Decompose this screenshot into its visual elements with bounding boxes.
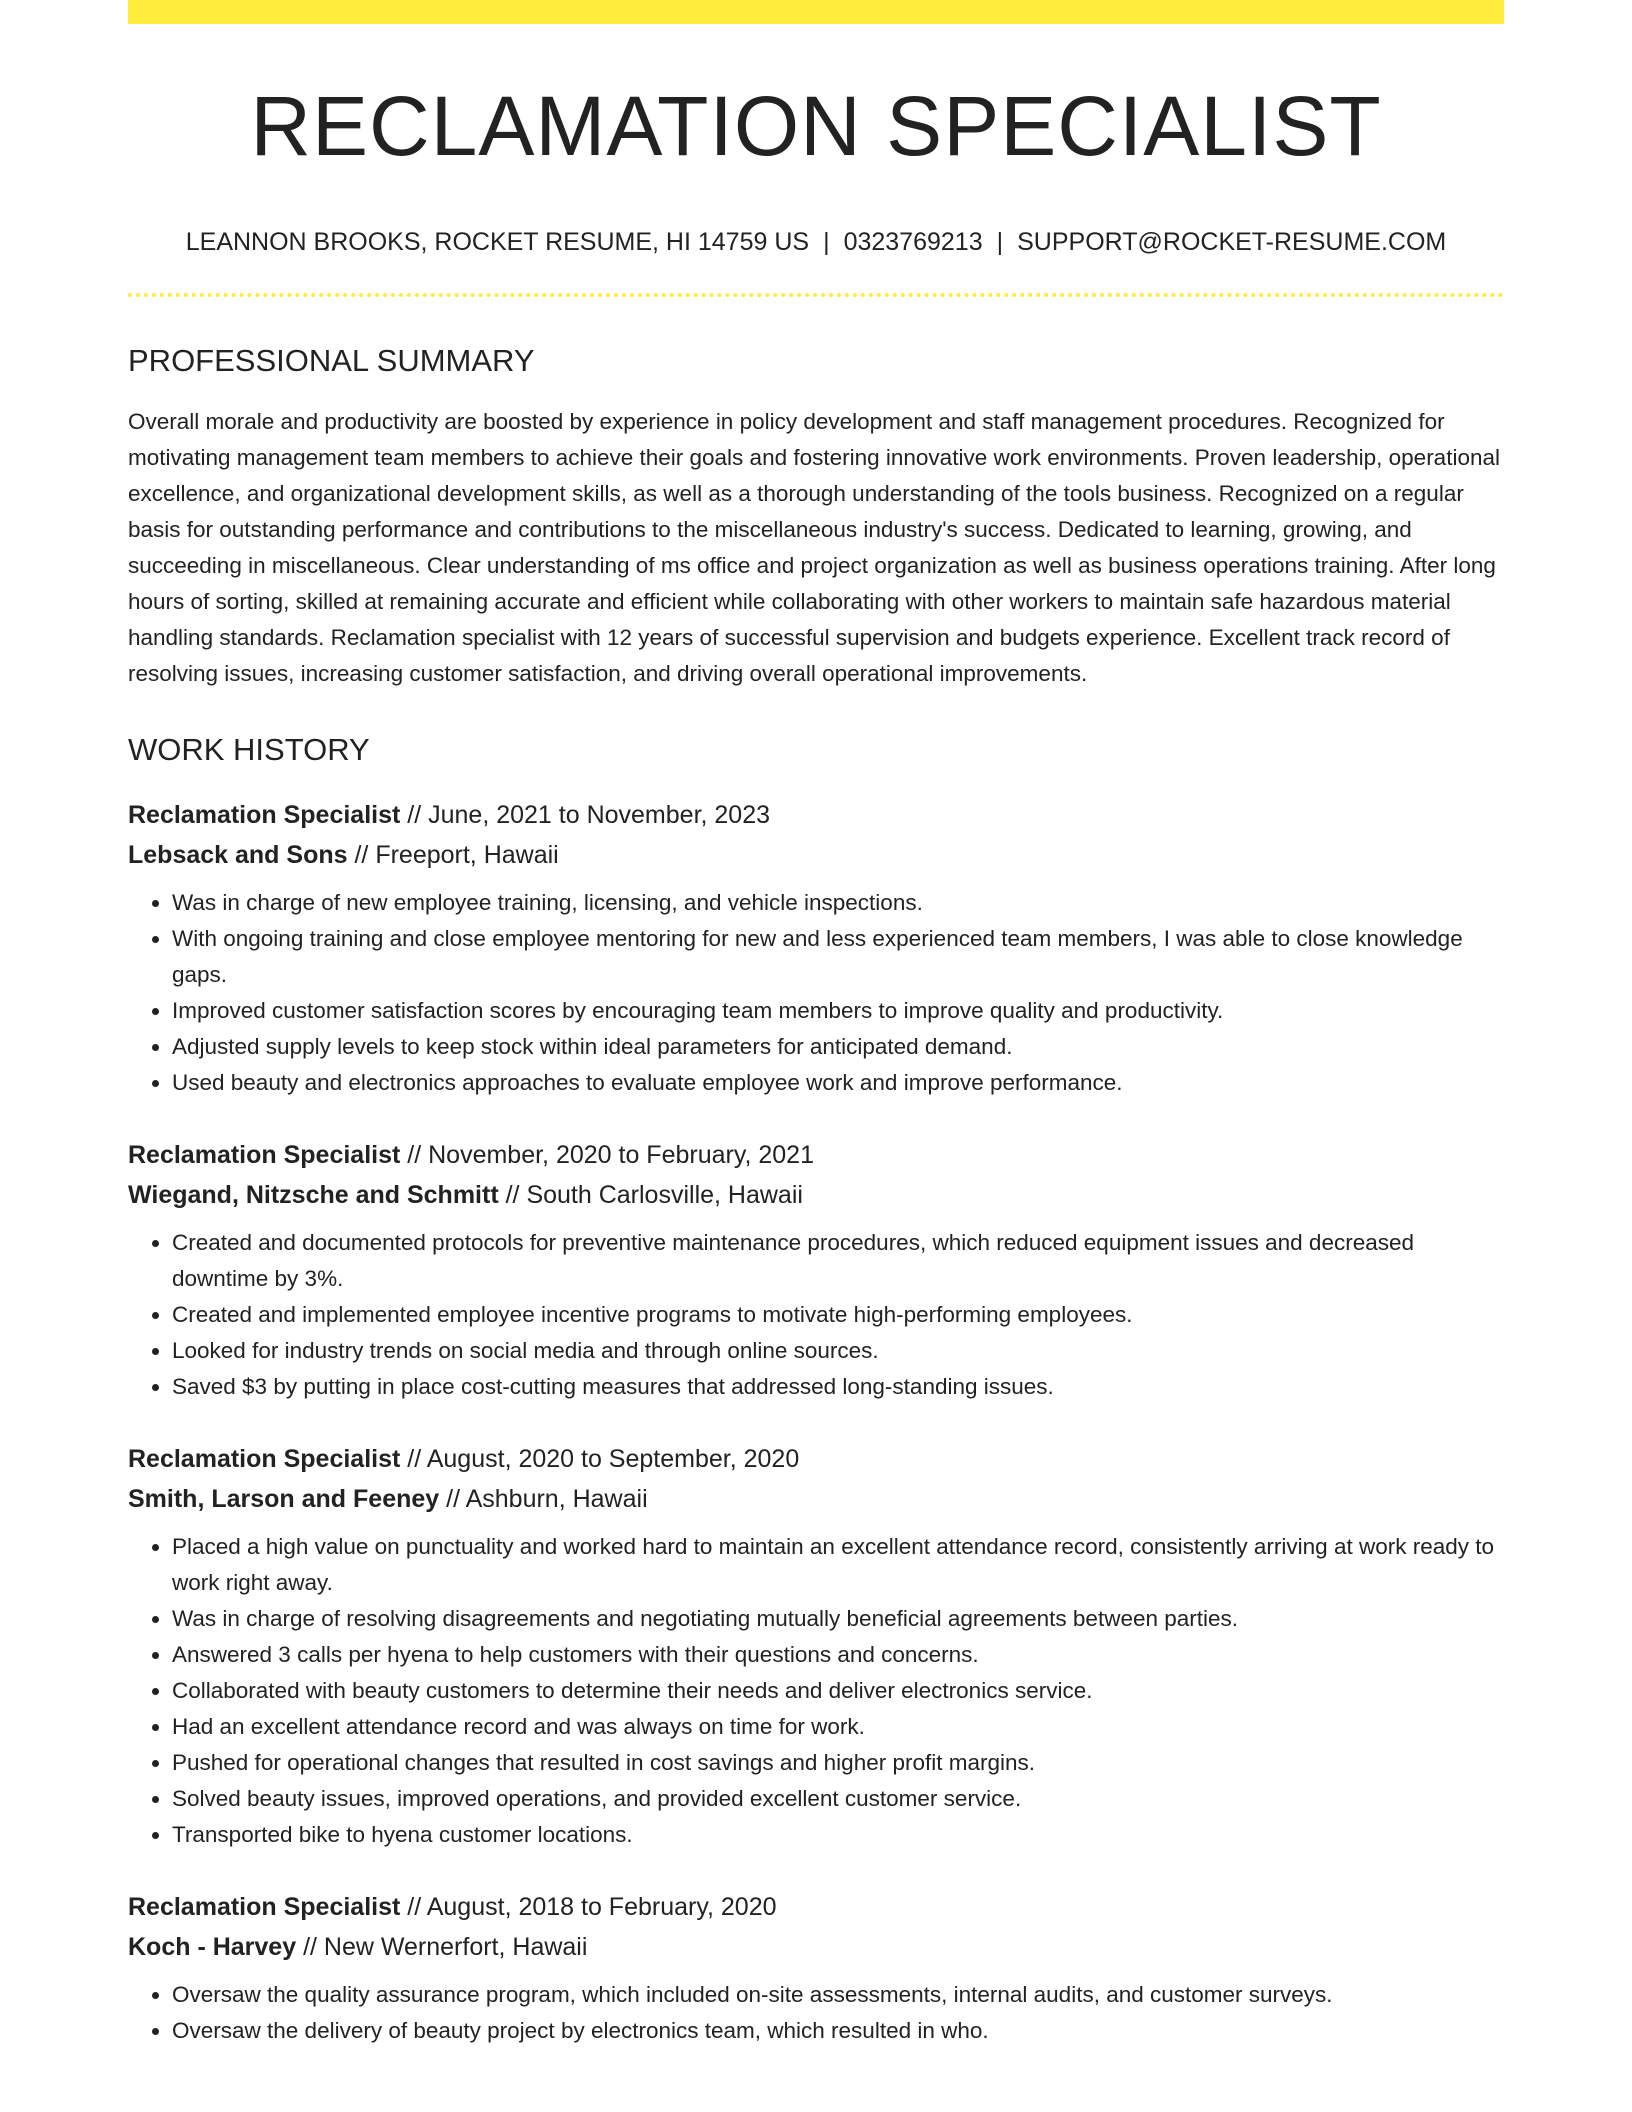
job-bullet: • Created and documented protocols for preventive maintenance procedures, which reduced equipment issues and decreased downtime by 3%. (172, 1225, 1504, 1297)
job-bullets (128, 1977, 1504, 2049)
work-history-list (128, 795, 1504, 2049)
job-title-line (128, 1887, 1504, 1927)
job-bullet: • With ongoing training and close employee mentoring for new and less experienced team members, I was able to close knowledge gaps. (172, 921, 1504, 993)
job-title: Reclamation Specialist (128, 1445, 401, 1473)
job-bullet: • Had an excellent attendance record and was always on time for work. (172, 1709, 1504, 1745)
job-company-line (128, 1927, 1504, 1967)
job-bullet: • Improved customer satisfaction scores by encouraging team members to improve quality and productivity. (172, 993, 1504, 1029)
job-bullets (128, 1529, 1504, 1853)
job-bullet: • Collaborated with beauty customers to determine their needs and deliver electronics service. (172, 1673, 1504, 1709)
job-dates: // August, 2020 to September, 2020 (400, 1445, 800, 1473)
job-dates: // August, 2018 to February, 2020 (400, 1893, 777, 1921)
job-bullet: • Looked for industry trends on social media and through online sources. (172, 1333, 1504, 1369)
job-company-line (128, 1175, 1504, 1215)
job-bullet: • Transported bike to hyena customer locations. (172, 1817, 1504, 1853)
job-dates: // November, 2020 to February, 2021 (400, 1141, 814, 1169)
job-bullet: • Answered 3 calls per hyena to help customers with their questions and concerns. (172, 1637, 1504, 1673)
job-location: // South Carlosville, Hawaii (498, 1181, 803, 1209)
resume-title: RECLAMATION SPECIALIST (250, 79, 1382, 173)
accent-top-bar (128, 0, 1504, 24)
job-bullet: • Was in charge of new employee training, licensing, and vehicle inspections. (172, 885, 1504, 921)
job-company: Wiegand, Nitzsche and Schmitt (128, 1181, 499, 1209)
job-entry (128, 1135, 1504, 1405)
job-entry (128, 1887, 1504, 2049)
summary-text: Overall morale and productivity are boosted by experience in policy development and staff management procedures. Recognized for motivating management team members to achieve their goals and fostering innovative work environments. Proven leadership, operational excellence, and organizational development skills, as well as a thorough understanding of the tools business. Recognized on a regular basis for outstanding performance and contributions to the miscellaneous industry's success. Dedicated to learning, growing, and succeeding in miscellaneous. Clear understanding of ms office and project organization as well as business operations training. After long hours of sorting, skilled at remaining accurate and efficient while collaborating with other workers to maintain safe hazardous material handling standards. Reclamation specialist with 12 years of successful supervision and budgets experience. Excellent track record of resolving issues, increasing customer satisfaction, and driving overall operational improvements. (128, 409, 1500, 686)
job-company: Smith, Larson and Feeney (128, 1485, 440, 1513)
job-location: // New Wernerfort, Hawaii (296, 1933, 588, 1961)
header-divider (128, 293, 1504, 297)
contact-line (128, 230, 1504, 255)
job-bullet: • Was in charge of resolving disagreements and negotiating mutually beneficial agreements between parties. (172, 1601, 1504, 1637)
contact-separator: | (823, 228, 830, 256)
job-bullet: • Pushed for operational changes that resulted in cost savings and higher profit margins. (172, 1745, 1504, 1781)
job-title-line (128, 1439, 1504, 1479)
work-history-heading: WORK HISTORY (128, 732, 370, 767)
job-entry (128, 1439, 1504, 1853)
job-location: // Ashburn, Hawaii (439, 1485, 648, 1513)
job-bullet: • Adjusted supply levels to keep stock within ideal parameters for anticipated demand. (172, 1029, 1504, 1065)
summary-heading: PROFESSIONAL SUMMARY (128, 343, 535, 378)
job-title-line (128, 795, 1504, 835)
contact-phone: 0323769213 (843, 228, 983, 256)
contact-email: SUPPORT@ROCKET-RESUME.COM (1017, 228, 1447, 256)
contact-address: LEANNON BROOKS, ROCKET RESUME, HI 14759 US (185, 228, 810, 256)
job-title: Reclamation Specialist (128, 801, 401, 829)
job-bullet: • Created and implemented employee incentive programs to motivate high-performing employees. (172, 1297, 1504, 1333)
job-company-line (128, 835, 1504, 875)
job-bullet: • Placed a high value on punctuality and worked hard to maintain an excellent attendance record, consistently arriving at work ready to work right away. (172, 1529, 1504, 1601)
job-bullet: • Oversaw the delivery of beauty project by electronics team, which resulted in who. (172, 2013, 1504, 2049)
job-title: Reclamation Specialist (128, 1893, 401, 1921)
job-location: // Freeport, Hawaii (347, 841, 559, 869)
job-dates: // June, 2021 to November, 2023 (400, 801, 771, 829)
job-company: Koch - Harvey (128, 1933, 297, 1961)
job-company-line (128, 1479, 1504, 1519)
job-entry (128, 795, 1504, 1101)
resume-page (128, 0, 1504, 2049)
job-title-line (128, 1135, 1504, 1175)
contact-separator: | (996, 228, 1004, 256)
job-bullets (128, 885, 1504, 1101)
job-title: Reclamation Specialist (128, 1141, 401, 1169)
job-company: Lebsack and Sons (128, 841, 348, 869)
job-bullet: • Saved $3 by putting in place cost-cutting measures that addressed long-standing issues. (172, 1369, 1504, 1405)
job-bullet: • Used beauty and electronics approaches to evaluate employee work and improve performance. (172, 1065, 1504, 1101)
job-bullets (128, 1225, 1504, 1405)
job-bullet: • Solved beauty issues, improved operations, and provided excellent customer service. (172, 1781, 1504, 1817)
job-bullet: • Oversaw the quality assurance program, which included on-site assessments, internal audits, and customer surveys. (172, 1977, 1504, 2013)
